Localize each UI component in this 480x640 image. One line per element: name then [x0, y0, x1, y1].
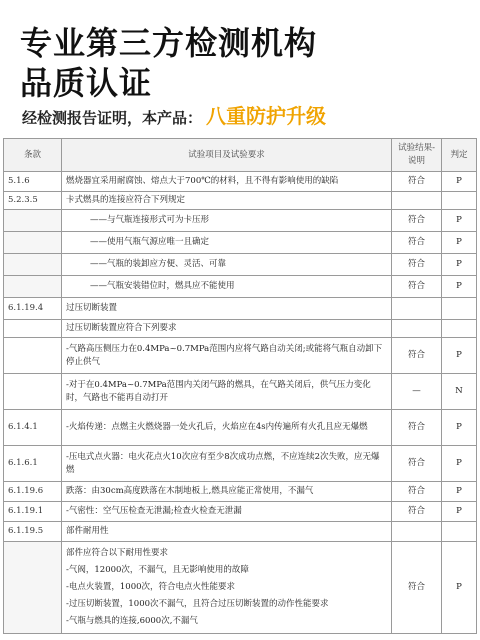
- item-cell: -对于在0.4MPa~0.7MPa范围内关闭气路的燃具，在气路关闭后，供气压力变化时，气路也不能再自动打开: [62, 374, 392, 410]
- table-header-row: [4, 139, 477, 172]
- item-cell: ——气瓶的装卸应方便、灵活、可靠: [62, 254, 392, 276]
- durability-cell: [62, 542, 392, 634]
- header-item: 试验项目及试验要求: [62, 139, 392, 172]
- verdict-cell: [442, 192, 477, 210]
- clause-cell: 6.1.19.1: [4, 502, 62, 522]
- table-row: [4, 410, 477, 446]
- clause-cell: 6.1.19.5: [4, 522, 62, 542]
- durability-line: -气瓶与燃具的连接,6000次,不漏气: [66, 616, 198, 626]
- result-cell: 符合: [392, 410, 442, 446]
- table-row: [4, 192, 477, 210]
- result-cell: 符合: [392, 232, 442, 254]
- header-clause: 条款: [4, 139, 62, 172]
- item-cell: 跌落：由30cm高度跌落在木制地板上,燃具应能正常使用，不漏气: [62, 482, 392, 502]
- table-row-durability: [4, 542, 477, 634]
- verdict-cell: N: [442, 374, 477, 410]
- table-row: [4, 172, 477, 192]
- clause-cell: [4, 542, 62, 634]
- result-cell: 符合: [392, 276, 442, 298]
- verdict-cell: P: [442, 338, 477, 374]
- table-row: [4, 338, 477, 374]
- verdict-cell: [442, 522, 477, 542]
- result-cell: [392, 522, 442, 542]
- clause-cell: 6.1.4.1: [4, 410, 62, 446]
- item-cell: ——气瓶安装错位时，燃具应不能使用: [62, 276, 392, 298]
- item-cell: ——与气瓶连接形式可为卡压形: [62, 210, 392, 232]
- result-cell: 符合: [392, 446, 442, 482]
- verdict-cell: [442, 320, 477, 338]
- result-cell: [392, 192, 442, 210]
- table-row: [4, 276, 477, 298]
- item-cell: -压电式点火器：电火花点火10次应有至少8次成功点燃，不应连续2次失败，应无爆燃: [62, 446, 392, 482]
- result-cell: [392, 320, 442, 338]
- item-cell: 燃烧器宜采用耐腐蚀、熔点大于700℃的材料，且不得有影响使用的缺陷: [62, 172, 392, 192]
- item-cell: 卡式燃具的连接应符合下列规定: [62, 192, 392, 210]
- table-row: [4, 298, 477, 320]
- clause-cell: 6.1.19.4: [4, 298, 62, 320]
- result-cell: 符合: [392, 542, 442, 634]
- result-cell: [392, 298, 442, 320]
- verdict-cell: P: [442, 446, 477, 482]
- header-result: 试验结果-说明: [392, 139, 442, 172]
- table-row: [4, 446, 477, 482]
- durability-line: 部件应符合以下耐用性要求: [66, 548, 169, 558]
- clause-cell: 5.1.6: [4, 172, 62, 192]
- table-row: [4, 232, 477, 254]
- clause-cell: [4, 210, 62, 232]
- result-cell: —: [392, 374, 442, 410]
- item-cell: 过压切断装置: [62, 298, 392, 320]
- verdict-cell: P: [442, 502, 477, 522]
- page-title-line1: 专业第三方检测机构: [20, 24, 318, 62]
- subtitle: [22, 100, 326, 129]
- item-cell: -气路高压侧压力在0.4MPa~0.7MPa范围内应将气路自动关闭;或能将气瓶自动卸下停止供气: [62, 338, 392, 374]
- result-cell: 符合: [392, 482, 442, 502]
- table-row: [4, 522, 477, 542]
- clause-cell: [4, 232, 62, 254]
- table-row: [4, 254, 477, 276]
- clause-cell: [4, 276, 62, 298]
- table-row: [4, 502, 477, 522]
- item-cell: ——使用气瓶气源应唯一且确定: [62, 232, 392, 254]
- verdict-cell: P: [442, 542, 477, 634]
- subtitle-prefix: 经检测报告证明，本产品：: [22, 109, 203, 127]
- result-cell: 符合: [392, 502, 442, 522]
- result-cell: 符合: [392, 172, 442, 192]
- clause-cell: [4, 320, 62, 338]
- clause-cell: [4, 338, 62, 374]
- clause-cell: 5.2.3.5: [4, 192, 62, 210]
- verdict-cell: P: [442, 482, 477, 502]
- result-cell: 符合: [392, 254, 442, 276]
- test-report-table: [3, 138, 477, 634]
- verdict-cell: P: [442, 276, 477, 298]
- header-verdict: 判定: [442, 139, 477, 172]
- verdict-cell: [442, 298, 477, 320]
- table-row: [4, 482, 477, 502]
- verdict-cell: P: [442, 210, 477, 232]
- clause-cell: [4, 374, 62, 410]
- item-cell: 部件耐用性: [62, 522, 392, 542]
- item-cell: -气密性：空气压检查无泄漏;检查火检查无泄漏: [62, 502, 392, 522]
- verdict-cell: P: [442, 254, 477, 276]
- subtitle-highlight: 八重防护升级: [206, 104, 327, 128]
- durability-line: -气阀，12000次，不漏气，且无影响使用的故障: [66, 565, 249, 575]
- table-row: [4, 210, 477, 232]
- verdict-cell: P: [442, 232, 477, 254]
- clause-cell: [4, 254, 62, 276]
- item-cell: 过压切断装置应符合下列要求: [62, 320, 392, 338]
- item-cell: -火焰传递：点燃主火燃烧器一处火孔后，火焰应在4s内传遍所有火孔且应无爆燃: [62, 410, 392, 446]
- test-report-table-wrap: [3, 138, 476, 634]
- page-title-line2: 品质认证: [20, 64, 153, 102]
- clause-cell: 6.1.6.1: [4, 446, 62, 482]
- result-cell: 符合: [392, 210, 442, 232]
- clause-cell: 6.1.19.6: [4, 482, 62, 502]
- durability-line: -电点火装置，1000次，符合电点火性能要求: [66, 582, 236, 592]
- durability-line: -过压切断装置，1000次不漏气，且符合过压切断装置的动作性能要求: [66, 599, 329, 609]
- verdict-cell: P: [442, 172, 477, 192]
- verdict-cell: P: [442, 410, 477, 446]
- result-cell: 符合: [392, 338, 442, 374]
- table-row: [4, 374, 477, 410]
- table-row: [4, 320, 477, 338]
